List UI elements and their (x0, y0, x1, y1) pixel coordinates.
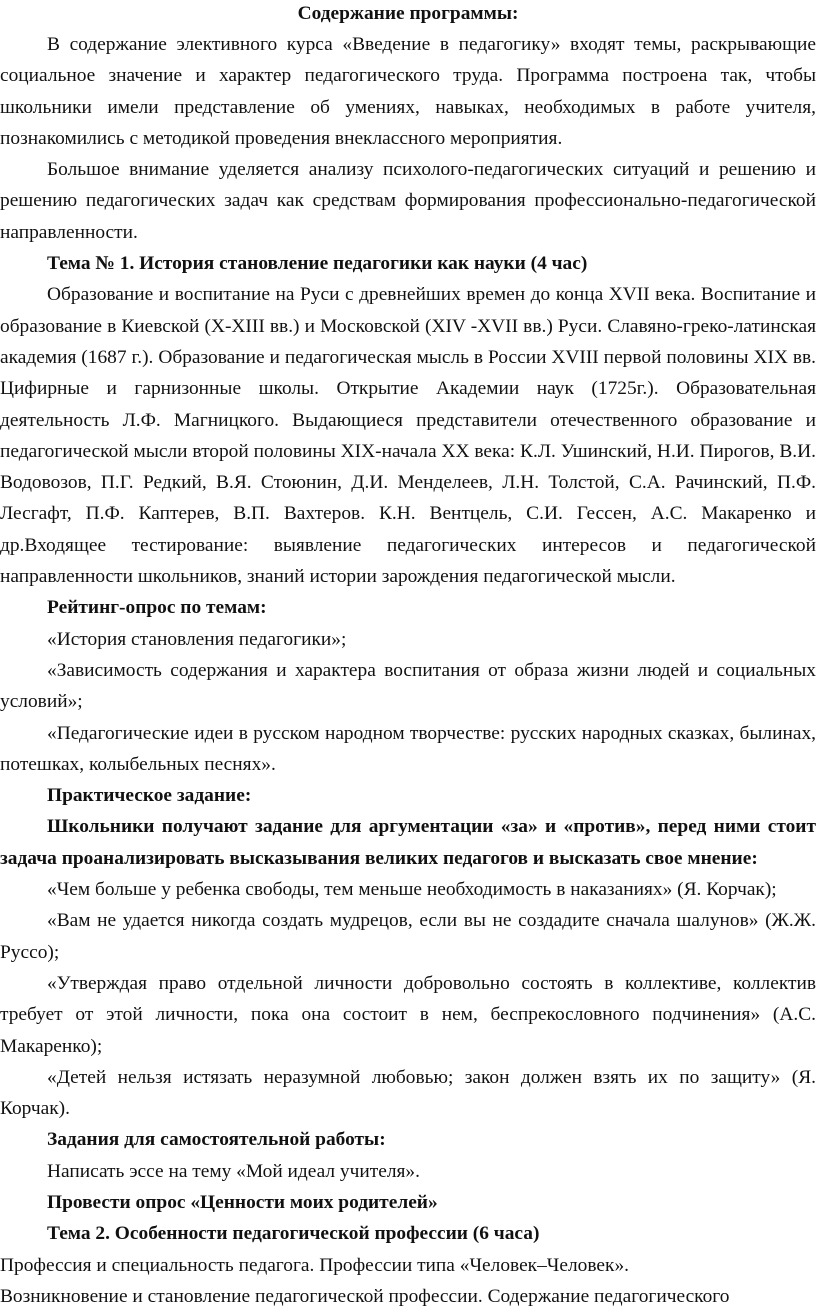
rating-item: «История становления педагогики»; (47, 628, 347, 650)
topic-1-title: . История становление педагогики как науки (4 час) (129, 253, 588, 275)
practical-task: Школьники получают задание для аргументации «за» и «против», перед ними стоит задача проанализировать высказывания великих педагогов и высказать свое мнение: (0, 816, 816, 869)
rating-item: «Педагогические идеи в русском народном творчестве: русских народных сказках, былинах, потешках, колыбельных песнях». (0, 722, 816, 775)
self-work-task: Написать эссе на тему «Мой идеал учителя». (47, 1160, 420, 1182)
topic-2-line: Возникновение и становление педагогической профессии. Содержание педагогического (0, 1285, 730, 1307)
quote-item: «Детей нельзя истязать неразумной любовью; закон должен взять их по защиту» (Я. Корчак). (0, 1066, 816, 1120)
self-work-heading: Задания для самостоятельной работы: (47, 1129, 386, 1151)
practical-heading: Практическое задание: (47, 785, 252, 807)
survey-task: Провести опрос «Ценности моих родителей» (47, 1191, 438, 1213)
rating-heading: Рейтинг-опрос по темам: (47, 597, 267, 619)
quote-item: «Вам не удается никогда создать мудрецов, если вы не создадите сначала шалунов» (Ж.Ж. Руссо); (0, 910, 816, 963)
quote-item: «Утверждая право отдельной личности добровольно состоять в коллективе, коллектив требует от этой личности, пока она состоит в нем, беспрекословного подчинения» (А.С. Макаренко); (0, 972, 816, 1057)
document-title: Содержание программы: (297, 3, 519, 24)
topic-1-body: Образование и воспитание на Руси с древнейших времен до конца XVII века. Воспитание и образование в Киевской (Х-XIII вв.) и Московской (XIV -XVII вв.) Руси. Славяно-греко-латинская академия (1687 г.). Образование и педагогическая мысль в России XVIII первой половины XIX вв. Цифирные и гарнизонные школы. Открытие Академии наук (1725г.). Образовательная деятельность Л.Ф. Магницкого. Выдающиеся представители отечественного образование и педагогической мысли второй половины XIX-начала XX века: К.Л. Ушинский, Н.И. Пирогов, В.И. Водовозов, П.Г. Редкий, В.Я. Стоюнин, Д.И. Менделеев, Л.Н. Толстой, С.А. Рачинский, П.Ф. Лесгафт, П.Ф. Каптерев, В.П. Вахтеров. К.Н. Вентцель, С.И. Гессен, А.С. Макаренко и др.Входящее тестирование: выявление педагогических интересов и педагогической направленности школьников, знаний истории зарождения педагогической мысли. (0, 284, 816, 588)
topic-2-line: Профессия и специальность педагога. Профессии типа «Человек–Человек». (0, 1254, 629, 1276)
intro-paragraph-1: В содержание элективного курса «Введение в педагогику» входят темы, раскрывающие социальное значение и характер педагогического труда. Программа построена так, чтобы школьники имели представление об умениях, навыках, необходимых в работе учителя, познакомились с методикой проведения внеклассного мероприятия. (0, 34, 816, 149)
topic-1-number: Тема № 1 (47, 253, 130, 275)
rating-item: «Зависимость содержания и характера воспитания от образа жизни людей и социальных условий»; (0, 659, 816, 713)
quote-item: «Чем больше у ребенка свободы, тем меньше необходимость в наказаниях» (Я. Корчак); (47, 879, 777, 901)
intro-paragraph-2: Большое внимание уделяется анализу психолого-педагогических ситуаций и решению и решению педагогических задач как средствам формирования профессионально-педагогической направленности. (0, 159, 816, 243)
topic-2-heading: Тема 2. Особенности педагогической профессии (6 часа) (47, 1223, 540, 1245)
topic-1-heading (0, 248, 816, 279)
